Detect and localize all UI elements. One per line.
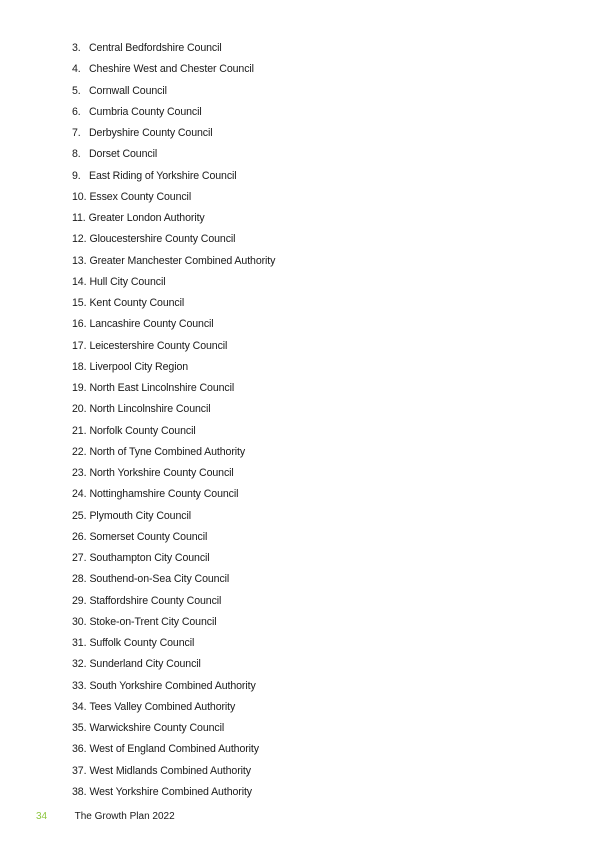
list-item-name: Southampton City Council [89,552,210,564]
list-item [72,229,275,250]
list-item-number: 20. [72,403,87,416]
list-item-name: Cornwall Council [89,84,167,97]
list-item [72,293,275,314]
list-item-name: Greater Manchester Combined Authority [89,254,276,267]
list-item-number: 34. [72,700,87,713]
list-item-number: 8. [72,148,81,161]
list-item-number: 13. [72,254,87,267]
list-item-number: 25. [72,509,87,522]
list-item [72,591,275,612]
list-item-name: Liverpool City Region [89,360,189,373]
list-item-number: 4. [72,63,81,76]
list-item-number: 33. [72,679,87,692]
list-item-name: Greater London Authority [88,212,205,224]
list-item-name: North East Lincolnshire Council [89,382,235,394]
list-item [72,421,275,442]
list-item-number: 23. [72,467,87,479]
list-item-name: North of Tyne Combined Authority [89,445,246,458]
list-item-name: Tees Valley Combined Authority [89,700,236,713]
list-item-number: 26. [72,530,87,543]
list-item-name: North Yorkshire County Council [89,467,234,479]
list-item-number: 5. [72,84,81,97]
list-item [72,251,275,272]
list-item [72,548,275,569]
list-item-number: 24. [72,488,87,501]
list-item-number: 3. [72,42,81,54]
list-item-name: West Midlands Combined Authority [89,764,251,777]
list-item-name: Stoke-on-Trent City Council [89,615,217,628]
list-item-name: Dorset Council [89,148,158,161]
list-item-number: 18. [72,360,87,373]
list-item-name: Norfolk County Council [89,424,196,437]
list-item-name: Plymouth City Council [89,509,191,522]
list-item [72,272,275,293]
list-item-name: Lancashire County Council [89,318,214,331]
list-item-number: 28. [72,573,87,586]
list-item-number: 37. [72,764,87,777]
list-item [72,144,275,165]
list-item-number: 9. [72,169,81,182]
list-item-name: West of England Combined Authority [89,743,259,756]
list-item [72,399,275,420]
list-item [72,38,275,59]
list-item [72,442,275,463]
list-item-number: 32. [72,658,87,671]
list-item [72,357,275,378]
list-item-name: Staffordshire County Council [89,594,222,607]
list-item-number: 31. [72,637,87,649]
list-item [72,102,275,123]
list-item [72,463,275,484]
page-number: 34 [36,811,48,822]
list-item-name: Somerset County Council [89,530,208,543]
list-item-name: Sunderland City Council [89,658,201,671]
list-item-name: Suffolk County Council [89,637,195,649]
list-item [72,718,275,739]
list-item-name: North Lincolnshire Council [89,403,211,416]
list-item [72,378,275,399]
list-item [72,612,275,633]
list-item-name: Nottinghamshire County Council [89,488,239,501]
list-item-number: 36. [72,743,87,756]
list-item [72,59,275,80]
list-item-name: East Riding of Yorkshire Council [89,169,237,182]
list-item [72,782,275,803]
list-item-number: 10. [72,190,87,203]
list-item [72,166,275,187]
document-title: The Growth Plan 2022 [74,811,175,822]
list-item-number: 19. [72,382,87,394]
list-item-number: 11. [72,212,86,224]
list-item-number: 29. [72,594,87,607]
list-item-number: 7. [72,127,81,139]
list-item [72,336,275,357]
list-item-number: 12. [72,233,87,246]
list-item-name: Warwickshire County Council [89,722,225,734]
list-item [72,569,275,590]
list-item-name: Central Bedfordshire Council [89,42,222,54]
list-item [72,654,275,675]
list-item [72,527,275,548]
list-item [72,187,275,208]
list-item-name: Kent County Council [89,297,185,309]
list-item-name: Gloucestershire County Council [89,233,236,246]
list-item-name: South Yorkshire Combined Authority [89,679,256,692]
list-item-name: West Yorkshire Combined Authority [89,785,252,798]
list-item-number: 27. [72,552,87,564]
list-item-number: 38. [72,785,87,798]
list-item [72,314,275,335]
list-item [72,739,275,760]
list-item-name: Essex County Council [89,190,192,203]
list-item-number: 6. [72,105,81,118]
list-item-number: 15. [72,297,87,309]
list-item-number: 30. [72,615,87,628]
list-item [72,81,275,102]
list-item [72,123,275,144]
list-item [72,506,275,527]
page-footer [36,810,175,824]
list-item-number: 14. [72,275,87,288]
list-item [72,697,275,718]
list-item-name: Cumbria County Council [89,105,202,118]
list-item [72,633,275,654]
list-item-name: Hull City Council [89,275,166,288]
list-item-name: Leicestershire County Council [89,339,228,352]
list-item-name: Derbyshire County Council [89,127,213,139]
list-item-name: Cheshire West and Chester Council [89,63,254,76]
list-item-number: 21. [72,424,87,437]
list-item-number: 35. [72,722,87,734]
list-item-number: 16. [72,318,87,331]
list-item [72,676,275,697]
list-item-number: 17. [72,339,87,352]
council-list [72,38,275,803]
list-item [72,208,275,229]
list-item-number: 22. [72,445,87,458]
list-item [72,761,275,782]
list-item-name: Southend-on-Sea City Council [89,573,230,586]
list-item [72,484,275,505]
